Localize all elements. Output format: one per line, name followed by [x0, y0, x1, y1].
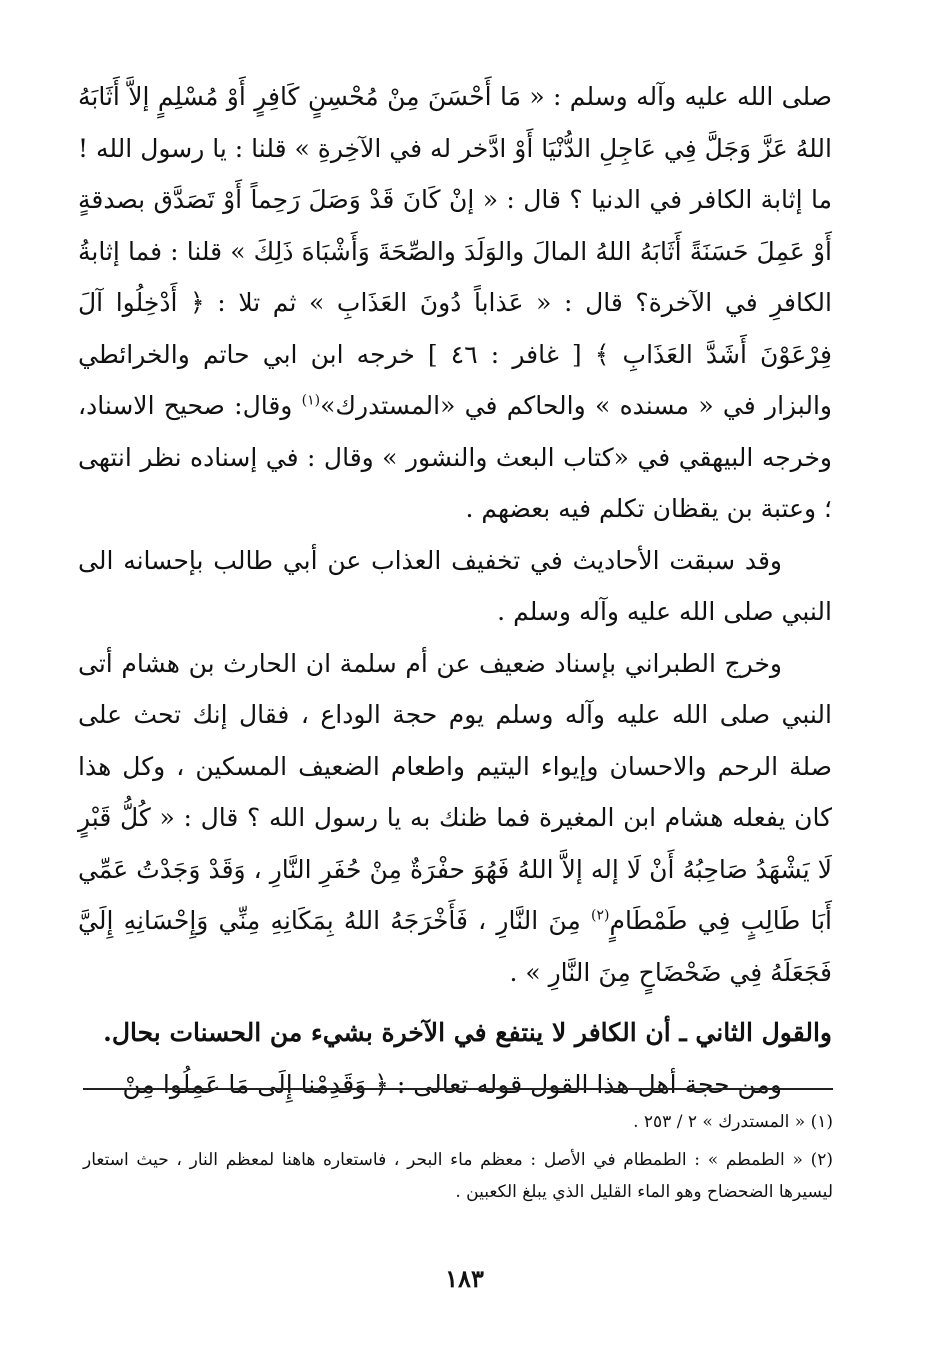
footnote-ref-2: (٢)	[591, 907, 610, 924]
paragraph-tabarani-text: وخرج الطبراني بإسناد ضعيف عن أم سلمة ان الحارث بن هشام أتى النبي صلى الله عليه وآله وسلم يوم حجة الوداع ، فقال إنك تحث على صلة الرحم والاحسان وإيواء اليتيم واطعام الضعيف المسكين ، وكل هذا كان يفعله هشام ابن المغيرة فما ظنك به يا رسول الله ؟ قال : « كُلُّ قَبْرٍ لَا يَشْهَدُ صَاحِبُهُ أَنْ لَا إله إلاَّ اللهُ فَهُوَ حفْرَةٌ مِنْ حُفَرِ النَّارِ ، وَقَدْ وَجَدْتُ عَمِّي أَبَا طَالِبٍ فِي طَمْطَامٍ	[78, 648, 832, 935]
page-number: ١٨٣	[445, 1264, 484, 1293]
footnote-ref-1: (١)	[301, 392, 321, 409]
footnote-1: (١) « المستدرك » ٢ / ٢٥٣ .	[633, 1112, 833, 1132]
heading-second-opinion: والقول الثاني ـ أن الكافر لا ينتفع في الآخرة بشيء من الحسنات بحال.	[103, 1018, 832, 1047]
footnotes	[83, 1106, 833, 1214]
main-text	[78, 71, 832, 1110]
paragraph-tabarani	[78, 638, 832, 999]
footnote-ref-2-continuation: مِنَ النَّارِ ، فَأَخْرَجَهُ اللهُ بِمَكَانِهِ مِنِّي وَإِحْسَانِهِ إِلَيَّ فَجَعَلَهُ فِي ضَحْضَاحٍ مِنَ النَّارِ » .	[78, 906, 832, 987]
paragraph-hadith-reward-text: صلى الله عليه وآله وسلم : « مَا أَحْسَنَ مِنْ مُحْسِنٍ كَافِرٍ أَوْ مُسْلِمٍ إلاَّ أَثَابَهُ اللهُ عَزَّ وَجَلَّ فِي عَاجِلِ الدُّنْيَا أَوْ ادَّخر له في الآخِرةِ » قلنا : يا رسول الله ! ما إثابة الكافر في الدنيا ؟ قال : « إنْ كَانَ قَدْ وَصَلَ رَحِماً أَوْ تَصَدَّق بصدقةٍ أَوْ عَمِلَ حَسَنَةً أَثَابَهُ اللهُ المالَ والوَلَدَ والصِّحَةَ وَأَشْبَاهَ ذَلِكَ » قلنا : فما إثابةُ الكافرِ في الآخرة؟ قال : « عَذاباً دُونَ العَذَابِ » ثم تلا : ﴿ أَدْخِلُوا آلَ فِرْعَوْنَ أَشَدَّ العَذَابِ ﴾ [ غافر : ٤٦ ] خرجه ابن ابي حاتم والخرائطي والبزار في « مسنده » والحاكم في «المستدرك»	[78, 82, 832, 420]
paragraph-evidence: ومن حجة أهل هذا القول قوله تعالى : ﴿ وَقَدِمْنا إِلَى مَا عَمِلُوا مِنْ	[122, 1069, 782, 1099]
paragraph-hadith-reward	[78, 71, 832, 535]
paragraph-abu-talib: وقد سبقت الأحاديث في تخفيف العذاب عن أبي طالب بإحسانه الى النبي صلى الله عليه وآله وسلم .	[78, 545, 832, 626]
footnote-divider	[83, 1088, 833, 1090]
footnote-2: (٢) « الطمطم » : الطمطام في الأصل : معظم ماء البحر ، فاستعاره هاهنا لمعظم النار ، حيث استعار ليسيرها الضحضاح وهو الماء القليل الذي يبلغ الكعبين .	[83, 1150, 833, 1202]
footnote-ref-1-continuation: وقال: صحيح الاسناد، وخرجه البيهقي في «كتاب البعث والنشور » وقال : في إسناده نظر انتهى ؛ وعتبة بن يقظان تكلم فيه بعضهم .	[78, 391, 832, 523]
